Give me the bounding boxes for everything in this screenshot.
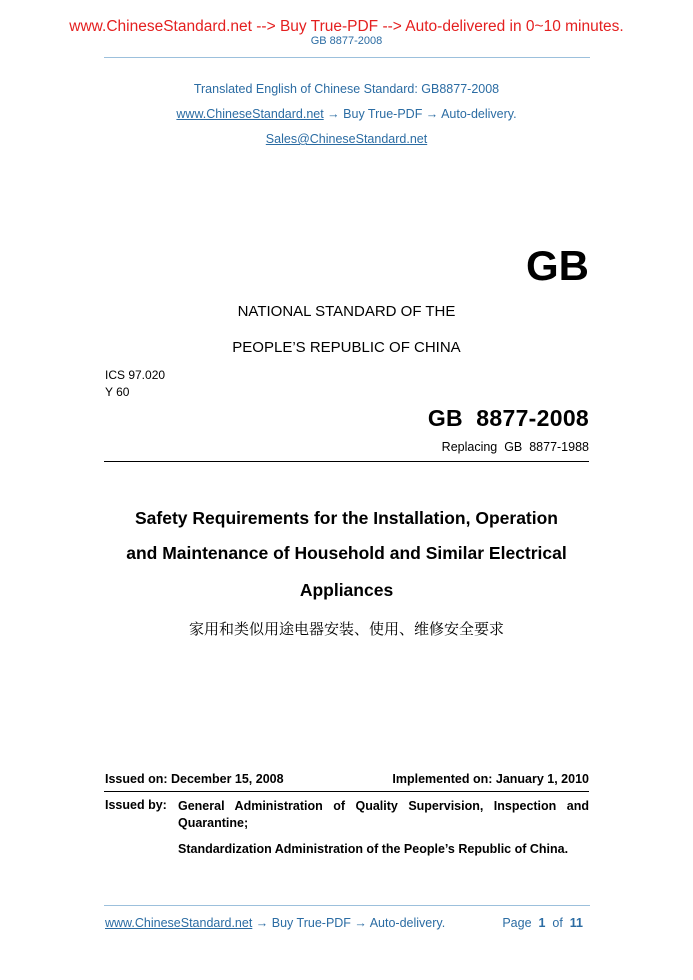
title-line-3: Appliances (299, 580, 394, 600)
gb-mark: GB (526, 242, 589, 289)
title-line-2: and Maintenance of Household and Similar Electrical (126, 543, 567, 563)
issued-on-date: Issued on: December 15, 2008 (105, 772, 284, 786)
replacing-note: Replacing GB 8877-1988 (441, 440, 589, 454)
footer-divider (104, 905, 590, 906)
footer-site-link[interactable]: www.ChineseStandard.net (105, 916, 253, 930)
issuer-sac: Standardization Administration of the People’s Republic of China. (178, 842, 569, 856)
footer-purchase-steps: → Buy True-PDF → Auto-delivery. (252, 916, 446, 930)
dates-divider (104, 791, 589, 792)
national-standard-line1: NATIONAL STANDARD OF THE (237, 303, 456, 320)
page-word: Page (502, 916, 532, 930)
sales-email-link[interactable]: Sales@ChineseStandard.net (265, 132, 428, 146)
sales-email-line (0, 132, 693, 146)
implemented-on-date: Implemented on: January 1, 2010 (392, 772, 589, 786)
issuer-aqsiq: General Administration of Quality Supervision, Inspection and Quarantine; (178, 799, 589, 830)
title-line-1: Safety Requirements for the Installation, Operation (135, 508, 558, 528)
page-number: 1 (538, 916, 546, 930)
standard-number: GB 8877-2008 (427, 405, 589, 431)
header-standard-code: GB 8877-2008 (310, 35, 383, 47)
chinese-title: 家用和类似用途电器安装、使用、维修安全要求 (188, 620, 504, 638)
of-word: of (552, 916, 563, 930)
purchase-line (0, 107, 693, 121)
standard-divider (104, 461, 589, 462)
footer-purchase-line (105, 916, 445, 930)
promo-banner[interactable]: www.ChineseStandard.net --> Buy True-PDF --> Auto-delivered in 0~10 minutes. (69, 18, 624, 35)
translation-note: Translated English of Chinese Standard: GB8877-2008 (193, 82, 500, 96)
issued-by-label: Issued by: (105, 798, 167, 812)
ics-code: ICS 97.020 (105, 368, 166, 382)
header-divider (104, 57, 590, 58)
site-link[interactable]: www.ChineseStandard.net (176, 107, 324, 121)
page-total: 11 (569, 916, 583, 930)
purchase-steps: → Buy True-PDF → Auto-delivery. (323, 107, 517, 121)
national-standard-line2: PEOPLE’S REPUBLIC OF CHINA (232, 339, 461, 356)
ccs-code: Y 60 (105, 385, 130, 399)
page-indicator (502, 916, 583, 930)
